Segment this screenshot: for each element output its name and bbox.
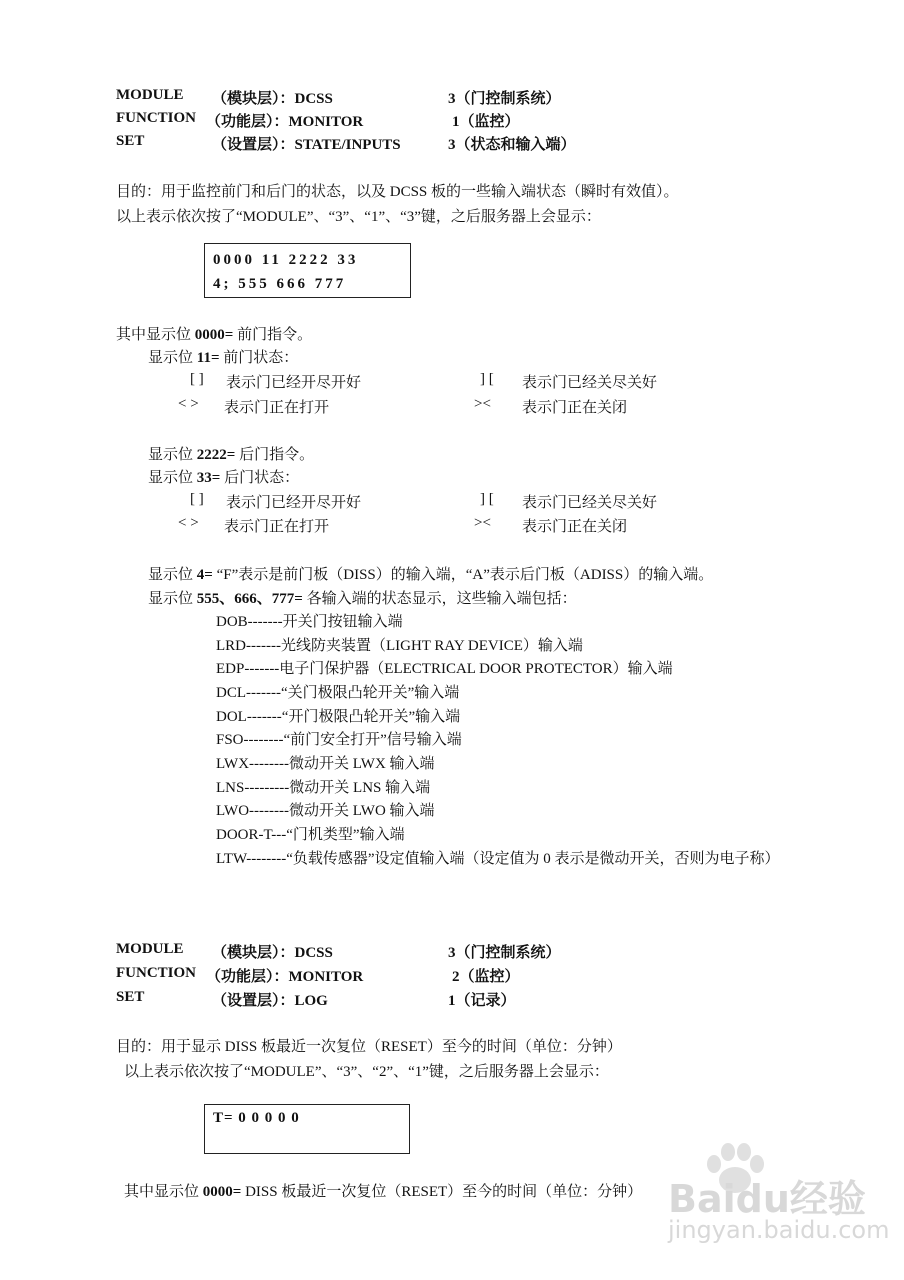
s1-pos2222 bbox=[148, 443, 314, 464]
front-closed-desc: 表示门已经关尽关好 bbox=[522, 375, 658, 391]
list-item: LNS---------微动开关 LNS 输入端 bbox=[216, 780, 431, 796]
s2-module-code: 3（门控制系统） bbox=[448, 945, 561, 961]
rear-opening-symbol: < > bbox=[178, 515, 199, 531]
s2-module-layer: （模块层）：DCSS bbox=[212, 945, 333, 961]
s1-pos33-label: 显示位 bbox=[148, 470, 197, 486]
list-item: DCL-------“关门极限凸轮开关”输入端 bbox=[216, 685, 460, 701]
s1-pos11 bbox=[148, 346, 298, 367]
s2-set-key: SET bbox=[116, 989, 145, 1005]
list-item: LWO--------微动开关 LWO 输入端 bbox=[216, 803, 435, 819]
s1-pos555-code: 555、666、777= bbox=[196, 591, 303, 607]
list-item: EDP-------电子门保护器（ELECTRICAL DOOR PROTECTOR）输入端 bbox=[216, 661, 673, 677]
s1-pos0000 bbox=[116, 323, 312, 344]
s1-set-layer: （设置层）：STATE/INPUTS bbox=[212, 137, 401, 153]
s1-pos555-label: 显示位 bbox=[148, 591, 197, 607]
s1-display-box bbox=[204, 243, 411, 298]
s2-function-code: 2（监控） bbox=[452, 969, 520, 985]
s1-pos4 bbox=[148, 563, 713, 584]
s2-display-box bbox=[204, 1104, 410, 1154]
s2-module-key: MODULE bbox=[116, 941, 184, 957]
s2-function-layer: （功能层）：MONITOR bbox=[206, 969, 364, 985]
watermark-url: jingyan.baidu.com bbox=[668, 1216, 890, 1244]
list-item: DOOR-T---“门机类型”输入端 bbox=[216, 827, 405, 843]
rear-closing-desc: 表示门正在关闭 bbox=[522, 519, 628, 535]
watermark-brand: Baidu经验 bbox=[668, 1177, 866, 1221]
s1-function-key: FUNCTION bbox=[116, 110, 197, 126]
s1-pos4-code: 4= bbox=[196, 567, 213, 583]
s2-keys-note: 以上表示依次按了“MODULE”、“3”、“2”、“1”键，之后服务器上会显示： bbox=[124, 1064, 609, 1080]
s2-purpose: 目的：用于显示 DISS 板最近一次复位（RESET）至今的时间（单位：分钟） bbox=[116, 1039, 622, 1055]
s1-pos11-code: 11= bbox=[196, 350, 220, 366]
s1-pos2222-desc: 后门指令。 bbox=[235, 447, 315, 463]
list-item: LWX--------微动开关 LWX 输入端 bbox=[216, 756, 435, 772]
s2-set-layer: （设置层）：LOG bbox=[212, 993, 328, 1009]
front-opening-symbol: < > bbox=[178, 396, 199, 412]
s1-set-code: 3（状态和输入端） bbox=[448, 137, 576, 153]
s1-display-line1: 0000 11 2222 33 bbox=[213, 252, 359, 268]
s1-function-layer: （功能层）：MONITOR bbox=[206, 114, 364, 130]
s1-function-code: 1（监控） bbox=[452, 114, 520, 130]
s1-pos0000-label: 其中显示位 bbox=[116, 327, 195, 343]
s1-pos4-desc: “F”表示是前门板（DISS）的输入端，“A”表示后门板（ADISS）的输入端。 bbox=[212, 567, 714, 583]
front-closing-symbol: >< bbox=[474, 396, 491, 412]
s1-pos555-desc: 各输入端的状态显示，这些输入端包括： bbox=[302, 591, 577, 607]
rear-closing-symbol: >< bbox=[474, 515, 491, 531]
s1-pos2222-code: 2222= bbox=[196, 447, 236, 463]
s1-pos555 bbox=[148, 587, 577, 608]
s1-module-key: MODULE bbox=[116, 87, 184, 103]
list-item: FSO--------“前门安全打开”信号输入端 bbox=[216, 732, 462, 748]
s1-pos11-label: 显示位 bbox=[148, 350, 197, 366]
rear-open-desc: 表示门已经开尽开好 bbox=[226, 495, 362, 511]
list-item: DOL-------“开门极限凸轮开关”输入端 bbox=[216, 709, 461, 725]
s2-display-line1: T= 0 0 0 0 0 bbox=[213, 1110, 300, 1126]
s1-pos33-code: 33= bbox=[196, 470, 221, 486]
rear-closed-symbol: ] [ bbox=[480, 491, 494, 507]
s1-pos0000-desc: 前门指令。 bbox=[233, 327, 313, 343]
front-open-symbol: [ ] bbox=[190, 371, 204, 387]
front-closed-symbol: ] [ bbox=[480, 371, 494, 387]
s1-module-code: 3（门控制系统） bbox=[448, 91, 561, 107]
s1-purpose: 目的：用于监控前门和后门的状态，以及 DCSS 板的一些输入端状态（瞬时有效值）。 bbox=[116, 184, 679, 200]
s2-pos-label: 其中显示位 bbox=[124, 1184, 203, 1200]
rear-closed-desc: 表示门已经关尽关好 bbox=[522, 495, 658, 511]
s1-set-key: SET bbox=[116, 133, 145, 149]
s1-module-layer: （模块层）：DCSS bbox=[212, 91, 333, 107]
s2-function-key: FUNCTION bbox=[116, 965, 197, 981]
s2-set-code: 1（记录） bbox=[448, 993, 516, 1009]
s1-pos33 bbox=[148, 466, 299, 487]
s1-keys-note: 以上表示依次按了“MODULE”、“3”、“1”、“3”键，之后服务器上会显示： bbox=[116, 209, 601, 225]
front-opening-desc: 表示门正在打开 bbox=[224, 400, 330, 416]
s1-pos11-desc: 前门状态： bbox=[219, 350, 299, 366]
s1-pos4-label: 显示位 bbox=[148, 567, 197, 583]
s1-pos2222-label: 显示位 bbox=[148, 447, 197, 463]
front-open-desc: 表示门已经开尽开好 bbox=[226, 375, 362, 391]
s1-pos0000-code: 0000= bbox=[194, 327, 234, 343]
s2-pos-code: 0000= bbox=[202, 1184, 242, 1200]
rear-open-symbol: [ ] bbox=[190, 491, 204, 507]
s1-pos33-desc: 后门状态： bbox=[220, 470, 300, 486]
list-item: DOB-------开关门按钮输入端 bbox=[216, 614, 403, 630]
list-item: LRD-------光线防夹装置（LIGHT RAY DEVICE）输入端 bbox=[216, 638, 583, 654]
rear-opening-desc: 表示门正在打开 bbox=[224, 519, 330, 535]
front-closing-desc: 表示门正在关闭 bbox=[522, 400, 628, 416]
list-item: LTW--------“负载传感器”设定值输入端（设定值为 0 表示是微动开关，否则为电子称） bbox=[216, 851, 780, 867]
s2-pos-desc: DISS 板最近一次复位（RESET）至今的时间（单位：分钟） bbox=[241, 1184, 643, 1200]
s2-pos bbox=[124, 1180, 642, 1201]
s1-display-line2: 4; 555 666 777 bbox=[213, 276, 347, 292]
